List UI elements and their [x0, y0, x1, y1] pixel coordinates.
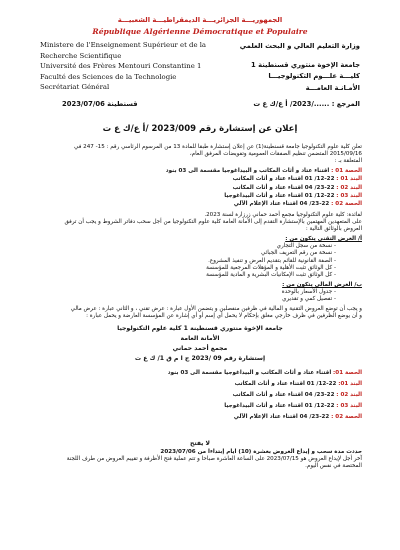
issue-date: قسنطينة 2023/07/06: [62, 100, 138, 108]
research-fr: Recherche Scientifique: [40, 51, 122, 60]
paragraph-line: لفائدة: كلية علوم التكنولوجيا مجمع أحمد حماني زرزارة لسنة 2023.: [204, 212, 362, 218]
lot-row: البند 03 : 22-12/ 01 اقتناء عتاد و أثاث البيداغوجيا: [224, 192, 362, 199]
technical-item: - الصفة القانونية للقائم بتقديم العرض و تنفيذ المشروع.: [208, 257, 336, 264]
header-left-block: [40, 40, 220, 93]
reference-number: المرجع : ....../2023/ أ ع/ك ع ت: [253, 100, 360, 108]
header-right-block: [210, 41, 360, 94]
deadline-line: آخر أجل لإيداع العروض هو 2023/07/15 على الساعة العاشرة صباحا و تتم عملية فتح الأظرفة و تقييم العروض من طرف اللجنة: [66, 456, 362, 463]
intro-line: تعلن كلية علوم التكنولوجيا جامعة قسنطينة(1) عن إعلان إستشارة طبقا للمادة 13 من المرسوم الرئاسي رقم : 15- 247 في: [74, 144, 362, 150]
faculty-ar: كليـــة علـــوم التكنولوجيـــا: [268, 72, 360, 80]
secretariat-ar: الأمـانـة العامـــة: [305, 83, 360, 92]
do-not-open-notice: لا يفتح: [190, 440, 210, 447]
technical-item: - نسخة من سجل التجاري: [276, 243, 336, 250]
envelope-line: الأمانة العامة: [180, 335, 220, 342]
ministry-fr: Ministere de l'Enseignement Supérieur et de la: [40, 41, 207, 49]
lot-row: الحصة 01 : اقتناء عتاد و أثاث المكاتب و البيداغوجيا مقسمة الى 03 بنود: [165, 168, 362, 174]
lot-row: البند 01: 22-12/ 01 اقتناء عتاد و أثاث المكاتب: [234, 381, 362, 387]
technical-item: - كل الوثائق تثبت الإمكانيات البشرية و المادية للمؤسسة: [206, 272, 336, 279]
lot-row: الحصة 02 : 22-23/ 04 اقتناء عتاد الإعلام الآلي: [233, 201, 362, 208]
intro-line: 2015/09/16 المتضمن تنظيم الصفقات العمومية وتفويضات المرفق العام،: [189, 151, 362, 158]
lot-row: البند 01 : 22-12/ 01 اقتناء عتاد و أثاث المكاتب: [232, 176, 362, 183]
university-ar: جامعة الإخوة منتوري قسنطينة 1: [251, 60, 360, 69]
intro-paragraph: [34, 144, 362, 166]
lot-row: البند 02 : 22-23/ 04 اقتناء عتاد و أثاث المكاتب: [232, 184, 362, 191]
announcement-title: إعلان عن إستشارة رقم 2023/009 /أ ع/ك ع ت: [102, 124, 298, 134]
financial-item: - جدول الأسعار بالوحدة: [281, 289, 336, 296]
lot-row: الحصة 01: اقتناء عتاد و أثاث المكاتب و البيداغوجيا مقسمة الى 03 بنود: [167, 370, 362, 376]
envelope-instructions: [34, 306, 362, 320]
ministry-ar: وزارة التعليم العالي و البحث العلمي: [239, 42, 360, 50]
lots-list-a: [42, 167, 362, 208]
lot-row: البند 02 : 22-23/ 04 اقتناء عتاد و أثاث المكاتب: [232, 392, 362, 398]
deadline-line: المختصة في نفس اليوم.: [305, 463, 362, 470]
intro-line: المتعلقة بـ :: [334, 158, 362, 165]
submission-paragraph: [34, 212, 362, 234]
paragraph-line: العروض بالوثائق التالية :: [305, 226, 362, 233]
deadline-paragraph: [34, 449, 362, 471]
technical-item: - كل الوثائق تثبت الأهلية و المؤهلات المرجعية للمؤسسة: [206, 264, 336, 271]
faculty-fr: Faculté des Sciences de la Technologie: [40, 72, 177, 81]
republic-arabic: الجمهوريـــة الجزائريـــة الديمقراطيـــة الشعبيـــة: [117, 16, 283, 24]
paragraph-line: على المتعهدين المهتمين بالإستشارة التقدم إلى الأمانة العامة كلية علوم التكنولوجيا من أجل سحب دفاتر الشروط و يجب أن ترفق: [64, 219, 362, 226]
lots-list-b: [42, 368, 362, 423]
financial-offer-heading: ب/ العرض المالي يتكون من :: [282, 282, 362, 288]
deadline-line: حددت مدة سحب و إيداع العروض بعشرة (10) ايام إبتداءا من 2023/07/06: [160, 449, 362, 455]
lot-row: البند 03 : 22-12/ 01 اقتناء عتاد و أثاث البيداغوجيا: [224, 403, 362, 409]
technical-offer-heading: أ/ العرض التقني يتكون من :: [285, 236, 362, 242]
envelope-line: جامعة الإخوة منتوري قسنطينة 1 كلية علوم التكنولوجيا: [117, 325, 283, 332]
envelope-line: مجمع أحمد حماني: [172, 345, 228, 352]
paragraph-line: و يجب أن توضع العروض التقنية و المالية في ظرفين منفصلين و يتضمن الأول عبارة : عرض تقني ، و الثاني عبارة : عرض مالي: [70, 306, 362, 312]
envelope-label: [0, 324, 400, 364]
financial-offer-section: [34, 282, 362, 304]
envelope-line: إستشارة رقم 09 /2023 ج ا م ق 1/ ك ع ت: [134, 355, 266, 362]
secretariat-fr: Secrétariat Général: [40, 83, 110, 91]
paragraph-line: و أن يوضع الظرفين في ظرف خارجي مغلق بإحكام لا يحمل أي إسم أو أي إشارة عن المؤسسة العارضة و يحمل عبارة :: [86, 313, 362, 320]
financial-item: - تفصيل كمي و تقديري: [282, 296, 336, 303]
lot-row: الحصة 02 : 22-23/ 04 اقتناء عتاد الإعلام الآلي: [233, 414, 362, 420]
technical-offer-section: [34, 236, 362, 279]
university-fr: Université des Frères Mentouri Constantine 1: [40, 62, 202, 70]
technical-item: - نسخة من رقم التعريف الجبائي: [261, 250, 336, 257]
republic-french: République Algérienne Démocratique et Populaire: [92, 27, 308, 36]
